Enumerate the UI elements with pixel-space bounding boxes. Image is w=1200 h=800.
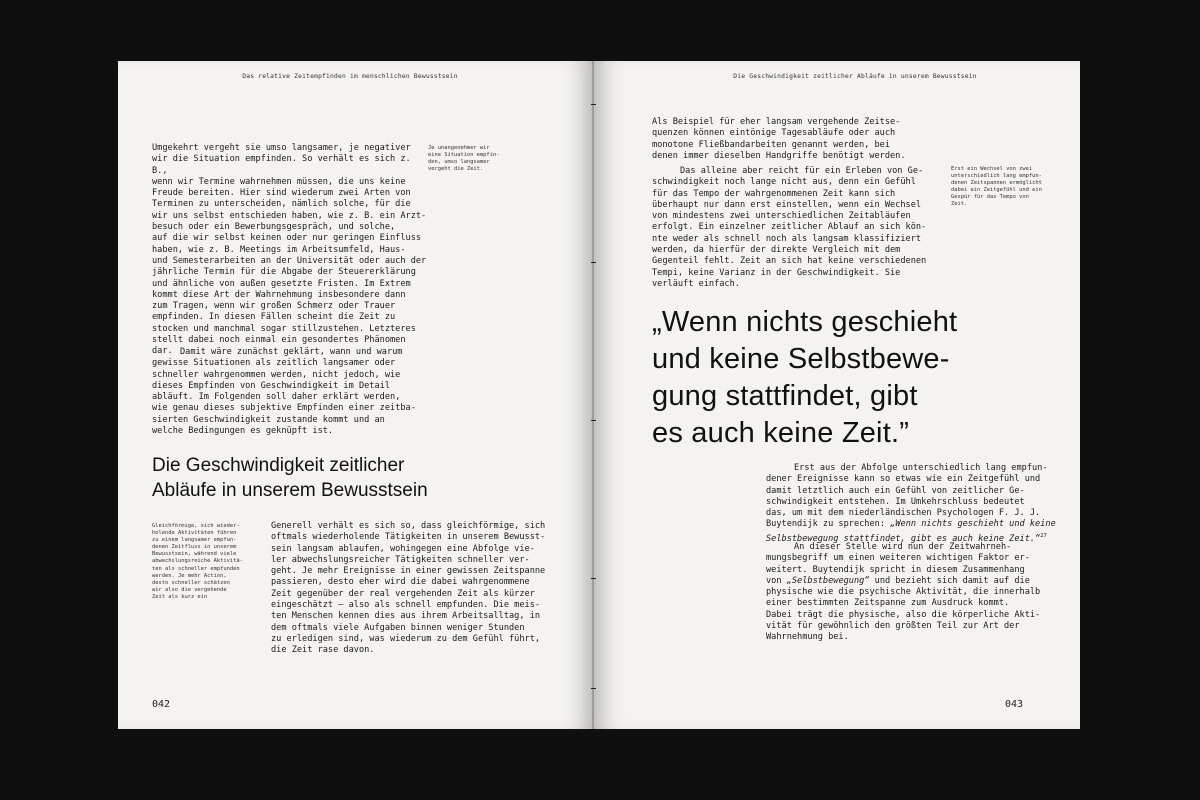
right-running-head: Die Geschwindigkeit zeitlicher Abläufe in unserem Bewusstsein	[733, 73, 977, 80]
left-side-note-2: Gleichförmige, sich wieder- holende Aktivitäten führen zu einem langsamer empfun- denen Zeitfluss in unserem Bewusstsein, während viele abwechslungsreiche Aktivitä- ten als schneller empfunden werden. Je mehr Action, desto schneller schätzen wir also die vergehende Zeit als kurz ein	[152, 523, 243, 600]
pull-quote: „Wenn nichts geschieht und keine Selbstbewe- gung stattfindet, gibt es auch keine Zeit.”	[652, 306, 958, 449]
buytendijk-quote: „Wenn nichts geschieht und keine Selbstbewegung stattfindet, gibt es auch keine Zeit.“	[766, 519, 1056, 544]
spine-tick	[591, 688, 596, 689]
spine-tick	[591, 420, 596, 421]
right-paragraph-4-text-a: An dieser Stelle wird nun der Zeitwahrneh- mungsbegriff um einen weiteren wichtigen Faktor er- weitert. Buytendijk spricht in diesem Zusammenhang von	[766, 542, 1030, 586]
right-paragraph-4	[766, 542, 1066, 644]
right-paragraph-4-text-b: und bezieht sich damit auf die physische wie die psychische Aktivität, die innerhalb einer bestimmten Zeitspanne zum Ausdruck kommt. Dabei trägt die physische, also die körperliche Akti- vität für gewöhnlich den größten Teil zur Art der Wahrnehmung bei.	[766, 575, 1041, 643]
spine-tick	[591, 578, 596, 579]
book-spine	[592, 61, 594, 729]
spine-tick	[591, 262, 596, 263]
right-paragraph-3-text: Erst aus der Abfolge unterschiedlich lang empfun- dener Ereignisse kann so etwas wie ein Zeitgefühl und damit letztlich auch ein Gefühl von zeitlicher Ge- schwindigkeit entstehen. Im Umkehrschluss bedeutet das, um mit dem niederländischen Psychologen F. J. J. Buytendijk zu sprechen:	[766, 463, 1048, 530]
left-running-head: Das relative Zeitempfinden im menschlichen Bewusstsein	[242, 73, 458, 80]
left-paragraph-1: Umgekehrt vergeht sie umso langsamer, je negativer wir die Situation empfinden. So verhält es sich z. B., wenn wir Termine wahrnehmen müssen, die uns keine Freude bereiten. Hier sind wiederum zwei Arten von Terminen zu unterscheiden, nämlich solche, für die wir uns selbst entschieden haben, wie z. B. ein Arzt- besuch oder ein Bewerbungsgespräch, und solche, auf die wir selbst keinen oder nur geringen Einfluss haben, wie z. B. Meetings im Arbeitsumfeld, Haus- und Semesterarbeiten an der Universität oder auch der jährliche Termin für die Abgabe der Steuererklärung und ähnliche von außen gesetzte Fristen. Im Extrem kommt diese Art der Wahrnehmung insbesondere dann zum Tragen, wenn wir großen Schmerz oder Trauer empfinden. In diesen Fällen scheint die Zeit zu stocken und manchmal sogar stillzustehen. Letzteres stellt dabei noch einmal ein gesondertes Phänomen dar.	[152, 143, 427, 357]
left-paragraph-3: Generell verhält es sich so, dass gleichförmige, sich oftmals wiederholende Tätigkeiten in unserem Bewusst- sein langsam ablaufen, wohingegen eine Abfolge vie- ler abwechslungsreicher Tätigkeiten schneller ver- geht. Je mehr Ereignisse in einer gewissen Zeitspanne passieren, desto eher wird die dabei wahrgenommene Zeit gegenüber der real vergehenden Zeit als kürzer eingeschätzt — also als schnell empfunden. Die meis- ten Menschen kennen dies aus ihrem Arbeitsalltag, in dem oftmals viele Aufgaben binnen weniger Stunden zu erledigen sind, was wiederum zu dem Gefühl führt, die Zeit rase davon.	[271, 521, 546, 656]
footnote-ref: 27	[1040, 532, 1047, 539]
left-side-note-1: Je unangenehmer wir eine Situation empfin- den, umso langsamer vergeht die Zeit.	[428, 145, 500, 173]
page-number-left: 042	[152, 699, 171, 710]
spine-tick	[591, 104, 596, 105]
right-paragraph-1: Als Beispiel für eher langsam vergehende Zeitse- quenzen können eintönige Tagesabläufe oder auch monotone Fließbandarbeiten genannt werden, bei denen immer dieselben Handgriffe benötigt werden.	[652, 117, 906, 161]
section-heading: Die Geschwindigkeit zeitlicher Abläufe in unserem Bewusstsein	[152, 455, 428, 501]
right-paragraph-2: Das alleine aber reicht für ein Erleben von Ge- schwindigkeit noch lange nicht aus, denn ein Gefühl für das Tempo der wahrgenommenen Zeit kann sich überhaupt nur dann erst einstellen, wenn ein Wechsel von mindestens zwei unterschiedlichen Zeitabläufen erfolgt. Ein einzelner zeitlicher Ablauf an sich kön- nte weder als schnell noch als langsam klassifiziert werden, da hierfür der direkte Vergleich mit dem Gegenteil fehlt. Zeit an sich hat keine verschiedenen Tempi, keine Varianz in der Geschwindigkeit. Sie verläuft einfach.	[652, 166, 927, 289]
right-side-note: Erst ein Wechsel von zwei unterschiedlich lang empfun- denen Zeitspannen ermöglicht dabei ein Zeitgefühl und ein Gespür für das Tempo von Zeit.	[951, 166, 1042, 208]
page-number-right: 043	[1005, 699, 1024, 710]
left-paragraph-2: Damit wäre zunächst geklärt, wann und warum gewisse Situationen als zeitlich langsamer oder schneller wahrgenommen werden, nicht jedoch, wie dieses Empfinden von Geschwindigkeit im Detail abläuft. Im Folgenden soll daher erklärt werden, wie genau dieses subjektive Empfinden einer zeitba- sierten Geschwindigkeit zustande kommt und an welche Bedingungen es geknüpft ist.	[152, 347, 416, 437]
right-paragraph-3	[766, 463, 1066, 545]
selbstbewegung-term: „Selbstbewegung“	[786, 575, 870, 586]
